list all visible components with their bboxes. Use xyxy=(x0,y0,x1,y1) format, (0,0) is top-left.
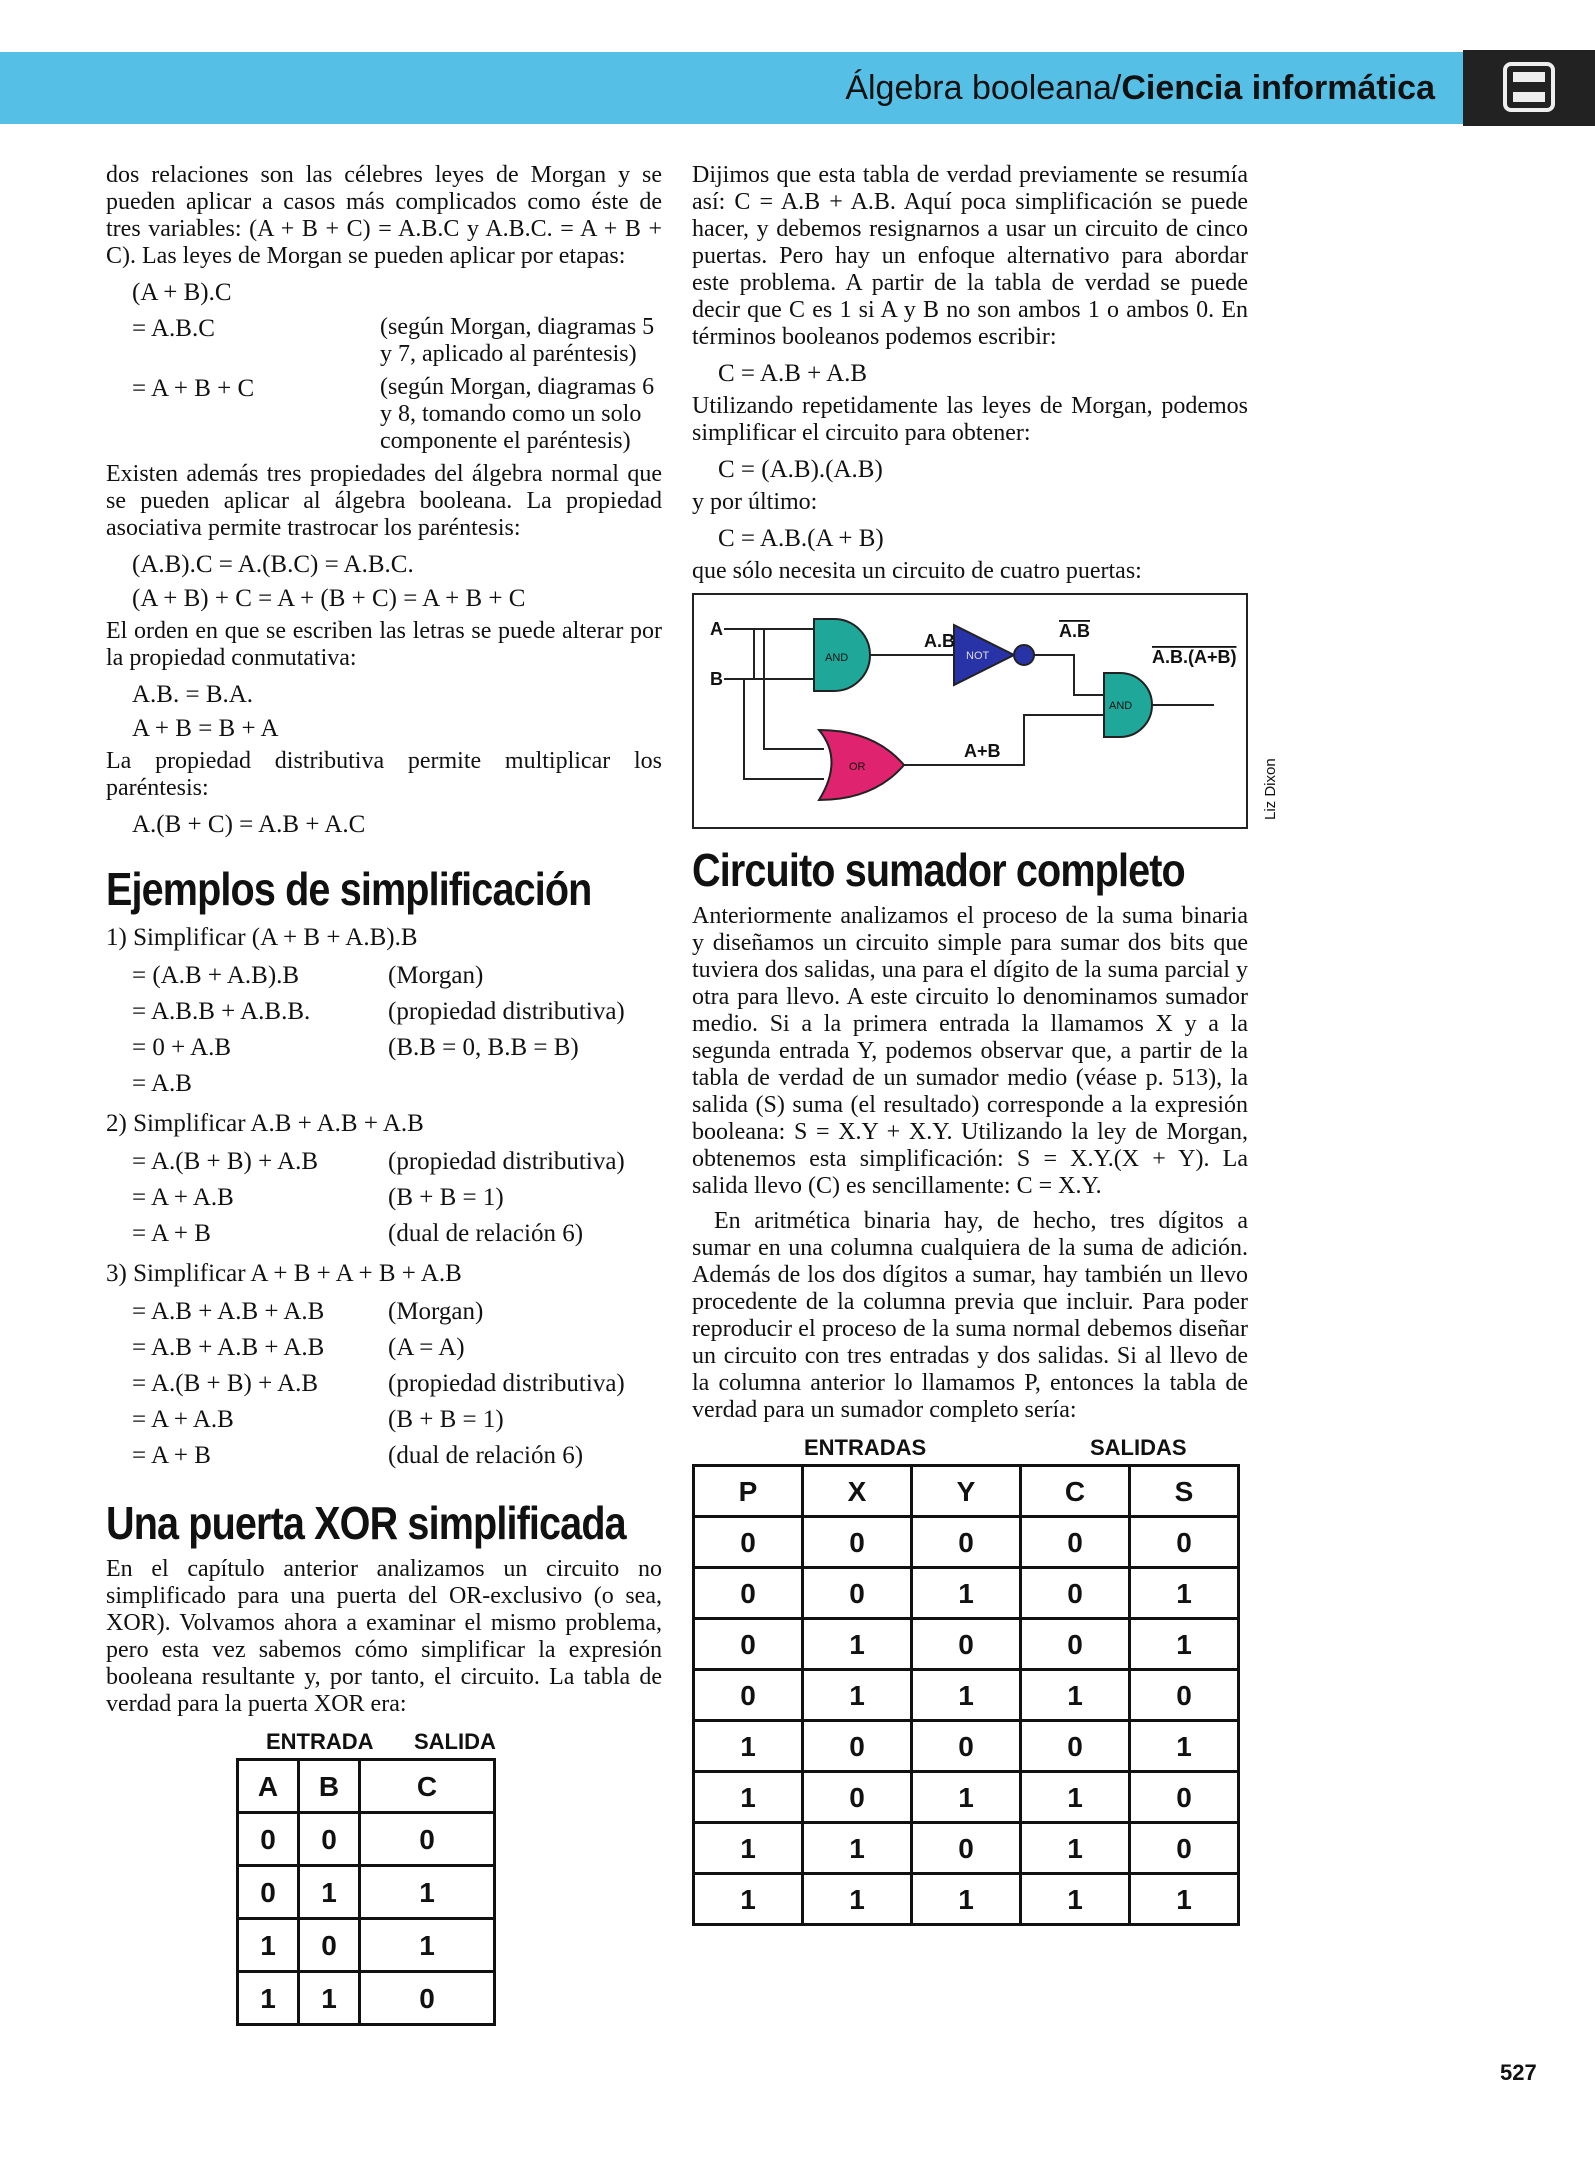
example-step-reason: (B.B = 0, B.B = B) xyxy=(388,1034,579,1061)
example-step xyxy=(132,1438,662,1474)
example-step-expr: = 0 + A.B xyxy=(132,1034,232,1061)
examples-heading: Ejemplos de simplificación xyxy=(106,863,592,915)
not-bubble xyxy=(1014,645,1034,665)
table-header-cell: P xyxy=(694,1466,803,1517)
table-header-cell: S xyxy=(1130,1466,1239,1517)
commut-eq-2: A + B = B + A xyxy=(132,715,279,742)
table-row xyxy=(694,1874,1239,1925)
table-cell: 1 xyxy=(360,1919,495,1972)
table-cell: 1 xyxy=(912,1874,1021,1925)
stage-note: (según Morgan, diagramas 5 y 7, aplicado al paréntesis) xyxy=(380,314,655,367)
table-row xyxy=(694,1670,1239,1721)
example-step-expr: = A + A.B xyxy=(132,1184,234,1211)
table-cell: 1 xyxy=(1021,1772,1130,1823)
table-cell: 1 xyxy=(912,1670,1021,1721)
example-step-expr: = A.B + A.B + A.B xyxy=(132,1334,325,1361)
table-row xyxy=(694,1619,1239,1670)
and2-label: AND xyxy=(1109,700,1133,712)
table-cell: 0 xyxy=(694,1568,803,1619)
table-cell: 0 xyxy=(694,1619,803,1670)
table-cell: 0 xyxy=(360,1813,495,1866)
example-step-expr: = A.(B + B) + A.B xyxy=(132,1148,319,1175)
stage-note xyxy=(380,278,662,308)
page-number: 527 xyxy=(1500,2060,1537,2085)
wire-b-or xyxy=(744,679,824,779)
table-row xyxy=(694,1721,1239,1772)
diagram-label-out: A.B.(A+B) xyxy=(1152,647,1237,667)
adder-paragraph-2: En aritmética binaria hay, de hecho, tres dígitos a sumar en una columna cualquiera de la suma de adición. Además de los dos dígitos a sumar, hay también un llevo procedente de la columna previa que incluir. Para poder reproducir el proceso de la suma normal debemos diseñar un circuito con tres entradas y dos salidas. Si al llevo de la columna anterior lo llamamos P, entonces la tabla de verdad para un sumador completo sería: xyxy=(692,1208,1248,1423)
table-row xyxy=(238,1866,495,1919)
distrib-eq-1: A.(B + C) = A.B + A.C xyxy=(132,811,366,838)
example-step xyxy=(132,1030,662,1066)
table-cell: 1 xyxy=(694,1874,803,1925)
illustration-credit: Liz Dixon xyxy=(1262,758,1279,820)
table-cell: 0 xyxy=(803,1772,912,1823)
example-step-expr: = A + B xyxy=(132,1442,211,1469)
wire-or-and2 xyxy=(899,715,1104,765)
table-cell: 0 xyxy=(238,1813,299,1866)
table-cell: 1 xyxy=(803,1823,912,1874)
example-step xyxy=(132,958,662,994)
examples-list xyxy=(106,922,662,1474)
table-cell: 1 xyxy=(1130,1721,1239,1772)
example-step-expr: = A.B xyxy=(132,1070,192,1097)
right-eq-3: C = A.B.(A + B) xyxy=(718,525,884,552)
circuit-diagram xyxy=(692,593,1248,829)
table-header-cell: C xyxy=(360,1760,495,1813)
table-cell: 0 xyxy=(694,1517,803,1568)
table-cell: 1 xyxy=(1130,1874,1239,1925)
right-paragraph-3: y por último: xyxy=(692,489,818,515)
table-cell: 0 xyxy=(803,1517,912,1568)
example-step-reason: (dual de relación 6) xyxy=(388,1220,584,1247)
adder-truth-table xyxy=(692,1464,1240,1926)
adder-table-labels xyxy=(692,1432,1242,1464)
header-title-section: Álgebra booleana/ xyxy=(845,69,1122,107)
properties-paragraph: Existen además tres propiedades del álgebra normal que se pueden aplicar al álgebra booleana. La propiedad asociativa permite trastrocar los paréntesis: xyxy=(106,461,662,541)
diagram-label-a: A xyxy=(710,619,723,639)
example-step xyxy=(132,1330,662,1366)
table-header-cell: B xyxy=(299,1760,360,1813)
table-cell: 1 xyxy=(912,1772,1021,1823)
not-label: NOT xyxy=(966,650,990,662)
example-step-reason: (propiedad distributiva) xyxy=(388,998,625,1025)
table-cell: 1 xyxy=(694,1823,803,1874)
table-row xyxy=(694,1568,1239,1619)
table-cell: 0 xyxy=(299,1919,360,1972)
table-cell: 0 xyxy=(1021,1721,1130,1772)
example-step-reason: (B + B = 1) xyxy=(388,1184,504,1211)
example-step-expr: = (A.B + A.B).B xyxy=(132,962,300,989)
example-step-reason: (dual de relación 6) xyxy=(388,1442,584,1469)
table-cell: 0 xyxy=(912,1619,1021,1670)
example-step xyxy=(132,1066,662,1102)
example-step xyxy=(132,1294,662,1330)
adder-heading: Circuito sumador completo xyxy=(692,844,1185,896)
commutative-paragraph: El orden en que se escriben las letras se puede alterar por la propiedad conmutativa: xyxy=(106,618,662,671)
stage-row xyxy=(132,314,662,368)
diagram-label-apb: A+B xyxy=(964,741,1001,761)
table-cell: 1 xyxy=(694,1772,803,1823)
table-cell: 0 xyxy=(1021,1568,1130,1619)
computer-icon xyxy=(1463,50,1595,126)
diagram-label-ab: A.B xyxy=(924,631,955,651)
example-step-reason: (Morgan) xyxy=(388,1298,484,1325)
commut-eq-1: A.B. = B.A. xyxy=(132,681,254,708)
example-step-reason: (propiedad distributiva) xyxy=(388,1148,625,1175)
table-cell: 0 xyxy=(1130,1670,1239,1721)
table-cell: 1 xyxy=(238,1919,299,1972)
table-cell: 1 xyxy=(1021,1670,1130,1721)
example-step-expr: = A + B xyxy=(132,1220,211,1247)
stage-note: (según Morgan, diagramas 6 y 8, tomando como un solo componente el paréntesis) xyxy=(380,374,655,454)
header-title-subject: Ciencia informática xyxy=(1121,69,1435,107)
example-step-reason: (propiedad distributiva) xyxy=(388,1370,625,1397)
table-cell: 0 xyxy=(299,1813,360,1866)
table-cell: 0 xyxy=(1021,1517,1130,1568)
wire-not-and2 xyxy=(1034,655,1104,695)
table-cell: 1 xyxy=(1021,1874,1130,1925)
table-header-row xyxy=(238,1760,495,1813)
table-row xyxy=(694,1823,1239,1874)
or-label: OR xyxy=(849,761,866,773)
example-step xyxy=(132,1402,662,1438)
table-row xyxy=(694,1772,1239,1823)
table-header-row xyxy=(694,1466,1239,1517)
xor-out-label: SALIDA xyxy=(414,1729,496,1754)
table-cell: 1 xyxy=(1130,1568,1239,1619)
table-row xyxy=(238,1813,495,1866)
xor-heading: Una puerta XOR simplificada xyxy=(106,1497,626,1549)
table-cell: 0 xyxy=(694,1670,803,1721)
example-step xyxy=(132,1144,662,1180)
table-row xyxy=(238,1972,495,2025)
xor-paragraph: En el capítulo anterior analizamos un circuito no simplificado para una puerta del OR-exclusivo (o sea, XOR). Volvamos ahora a examinar el mismo problema, pero esta vez sabemos cómo simplificar la expresión booleana resultante y, por tanto, el circuito. La tabla de verdad para la puerta XOR era: xyxy=(106,1556,662,1717)
table-cell: 1 xyxy=(803,1670,912,1721)
table-cell: 0 xyxy=(1021,1619,1130,1670)
xor-in-label: ENTRADA xyxy=(266,1729,374,1754)
assoc-eq-2: (A + B) + C = A + (B + C) = A + B + C xyxy=(132,585,526,612)
table-cell: 1 xyxy=(360,1866,495,1919)
right-eq-1: C = A.B + A.B xyxy=(718,360,868,387)
and1-label: AND xyxy=(825,652,849,664)
table-cell: 1 xyxy=(912,1568,1021,1619)
example-title: 1) Simplificar (A + B + A.B).B xyxy=(106,924,418,951)
table-cell: 0 xyxy=(1130,1517,1239,1568)
table-cell: 0 xyxy=(238,1866,299,1919)
table-cell: 1 xyxy=(803,1874,912,1925)
example-step xyxy=(132,1366,662,1402)
right-eq-2: C = (A.B).(A.B) xyxy=(718,456,883,483)
table-cell: 1 xyxy=(694,1721,803,1772)
table-cell: 1 xyxy=(803,1619,912,1670)
table-cell: 0 xyxy=(803,1721,912,1772)
table-cell: 0 xyxy=(912,1721,1021,1772)
stage-expr: (A + B).C xyxy=(132,279,232,306)
example-step-reason: (Morgan) xyxy=(388,962,484,989)
adder-paragraph-1: Anteriormente analizamos el proceso de la suma binaria y diseñamos un circuito simple para sumar dos bits que tuviera dos salidas, una para el dígito de la suma parcial y otra para llevo. A este circuito lo denominamos sumador medio. Si a la primera entrada la llamamos X y a la segunda entrada Y, podemos observar que, a partir de la tabla de verdad de un sumador medio (véase p. 513), la salida (S) suma (el resultado) corresponde a la expresión booleana: S = X.Y + X.Y. Utilizando la ley de Morgan, obtenemos esta simplificación: S = X.Y.(X + Y). La salida llevo (C) es sencillamente: C = X.Y. xyxy=(692,903,1248,1199)
table-cell: 1 xyxy=(1021,1823,1130,1874)
example-step-expr: = A + A.B xyxy=(132,1406,234,1433)
adder-in-label: ENTRADAS xyxy=(804,1435,927,1460)
stage-row xyxy=(132,278,662,308)
right-paragraph-2: Utilizando repetidamente las leyes de Morgan, podemos simplificar el circuito para obtener: xyxy=(692,393,1248,446)
example-step xyxy=(132,1216,662,1252)
table-header-cell: A xyxy=(238,1760,299,1813)
example-title: 3) Simplificar A + B + A + B + A.B xyxy=(106,1260,462,1287)
table-cell: 0 xyxy=(1130,1823,1239,1874)
right-column xyxy=(692,162,1248,1926)
example-step-expr: = A.B + A.B + A.B xyxy=(132,1298,325,1325)
table-cell: 1 xyxy=(238,1972,299,2025)
example-title: 2) Simplificar A.B + A.B + A.B xyxy=(106,1110,424,1137)
circuit-svg xyxy=(694,595,1246,827)
table-cell: 0 xyxy=(912,1823,1021,1874)
diagram-label-b: B xyxy=(710,669,723,689)
assoc-eq-1: (A.B).C = A.(B.C) = A.B.C. xyxy=(132,551,414,578)
stage-expr: = A + B + C xyxy=(132,375,255,402)
table-cell: 0 xyxy=(912,1517,1021,1568)
table-header-cell: Y xyxy=(912,1466,1021,1517)
diagram-label-nab: A.B xyxy=(1059,621,1090,641)
stage-rows xyxy=(106,278,662,455)
table-header-cell: C xyxy=(1021,1466,1130,1517)
example-step-expr: = A.B.B + A.B.B. xyxy=(132,998,311,1025)
right-paragraph-4: que sólo necesita un circuito de cuatro puertas: xyxy=(692,558,1142,584)
xor-truth-table xyxy=(236,1758,496,2026)
table-cell: 1 xyxy=(299,1866,360,1919)
stage-row xyxy=(132,374,662,455)
table-cell: 1 xyxy=(299,1972,360,2025)
header-bar xyxy=(0,52,1595,124)
header-title xyxy=(845,62,1435,114)
table-row xyxy=(238,1919,495,1972)
table-cell: 0 xyxy=(803,1568,912,1619)
adder-out-label: SALIDAS xyxy=(1090,1435,1187,1460)
xor-table-labels xyxy=(206,1726,506,1758)
stage-expr: = A.B.C xyxy=(132,315,215,342)
example-step xyxy=(132,994,662,1030)
table-cell: 1 xyxy=(1130,1619,1239,1670)
table-header-cell: X xyxy=(803,1466,912,1517)
example-step-reason: (A = A) xyxy=(388,1334,465,1361)
wire-b-up xyxy=(724,629,754,679)
left-column xyxy=(106,162,662,2026)
distributive-paragraph: La propiedad distributiva permite multiplicar los paréntesis: xyxy=(106,748,662,801)
intro-paragraph: dos relaciones son las célebres leyes de Morgan y se pueden aplicar a casos más complicados como éste de tres variables: (A + B + C) = A.B.C y A.B.C. = A + B + C). Las leyes de Morgan se pueden aplicar por etapas: xyxy=(106,162,662,269)
table-cell: 0 xyxy=(1130,1772,1239,1823)
example-step-expr: = A.(B + B) + A.B xyxy=(132,1370,319,1397)
example-step-reason: (B + B = 1) xyxy=(388,1406,504,1433)
table-cell: 0 xyxy=(360,1972,495,2025)
table-row xyxy=(694,1517,1239,1568)
right-paragraph-1: Dijimos que esta tabla de verdad previamente se resumía así: C = A.B + A.B. Aquí poca simplificación se puede hacer, y debemos resignarnos a usar un circuito de cinco puertas. Pero hay un enfoque alternativo para abordar este problema. A partir de la tabla de verdad se puede decir que C es 1 si A y B no son ambos 1 o ambos 0. En términos booleanos podemos escribir: xyxy=(692,162,1248,350)
example-step xyxy=(132,1180,662,1216)
